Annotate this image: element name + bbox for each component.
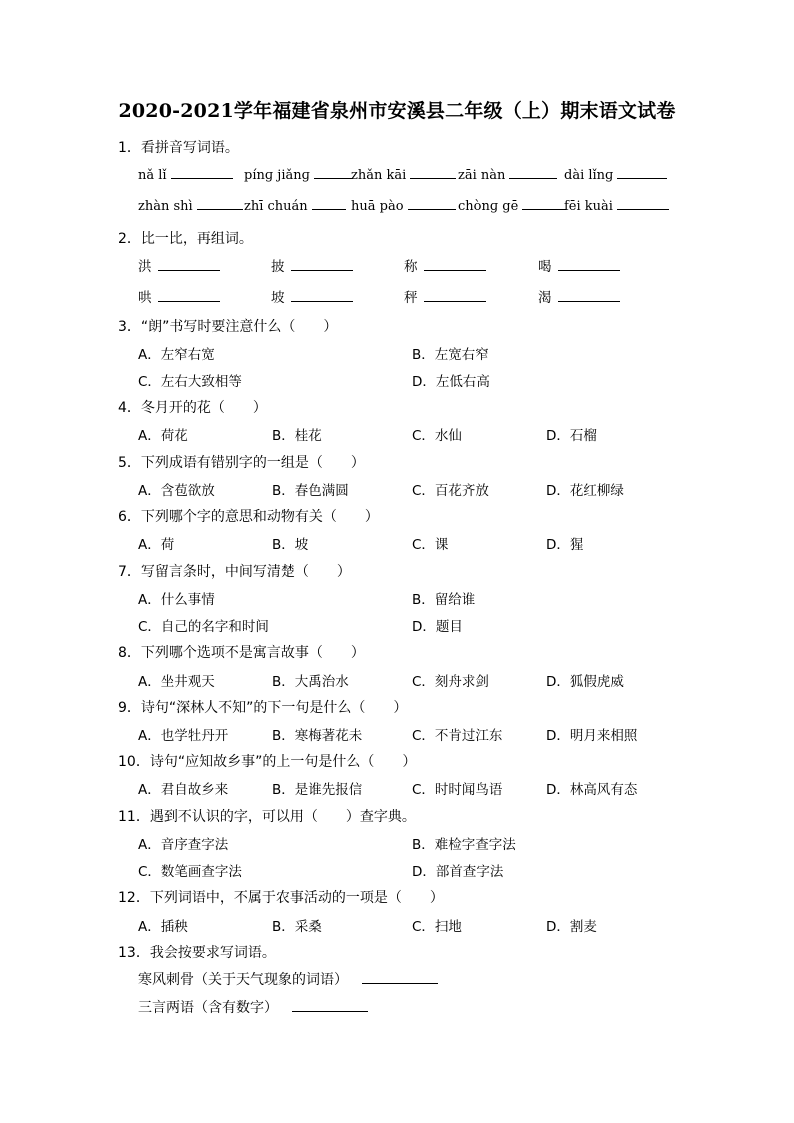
question-5-stem: 5．下列成语有错别字的一组是（ ） — [118, 455, 365, 471]
compare-char-item: 哄 — [138, 286, 220, 306]
option-b[interactable]: B．留给谁 — [412, 592, 476, 608]
option-a[interactable]: A．荷 — [138, 537, 175, 553]
option-b[interactable]: B．桂花 — [272, 428, 322, 444]
option-b[interactable]: B．难检字查字法 — [412, 837, 516, 853]
question-2-stem: 2．比一比，再组词。 — [118, 231, 253, 247]
answer-blank[interactable] — [158, 258, 220, 271]
answer-blank[interactable] — [362, 971, 438, 984]
question-3-stem: 3．“朗”书写时要注意什么（ ） — [118, 319, 338, 335]
pinyin-item: zāi nàn — [458, 166, 557, 183]
option-c[interactable]: C．数笔画查字法 — [138, 864, 242, 880]
answer-blank[interactable] — [312, 197, 346, 210]
option-d[interactable]: D．猩 — [546, 537, 584, 553]
answer-blank[interactable] — [292, 999, 368, 1012]
compare-char-item: 喝 — [538, 255, 620, 275]
option-b[interactable]: B．是谁先报信 — [272, 782, 363, 798]
option-b[interactable]: B．采桑 — [272, 919, 322, 935]
options-row — [138, 479, 674, 499]
question-7-stem: 7．写留言条时，中间写清楚（ ） — [118, 564, 351, 580]
question-10-stem: 10．诗句“应知故乡事”的上一句是什么（ ） — [118, 754, 417, 770]
option-d[interactable]: D．石榴 — [546, 428, 597, 444]
compare-char-item: 坡 — [271, 286, 353, 306]
option-a[interactable]: A．含苞欲放 — [138, 483, 215, 499]
question-2-row-1 — [138, 255, 674, 275]
options-row — [138, 615, 674, 635]
option-a[interactable]: A．音序查字法 — [138, 837, 229, 853]
answer-blank[interactable] — [171, 166, 233, 179]
options-row — [138, 670, 674, 690]
answer-blank[interactable] — [558, 258, 620, 271]
question-2-row-2 — [138, 286, 674, 306]
compare-char-item: 渴 — [538, 286, 620, 306]
answer-blank[interactable] — [617, 166, 667, 179]
question-4-stem: 4．冬月开的花（ ） — [118, 400, 267, 416]
options-row — [138, 860, 674, 880]
answer-blank[interactable] — [509, 166, 557, 179]
option-b[interactable]: B．大禹治水 — [272, 674, 349, 690]
option-b[interactable]: B．左宽右窄 — [412, 347, 489, 363]
options-row — [138, 915, 674, 935]
option-c[interactable]: C．不肯过江东 — [412, 728, 503, 744]
option-a[interactable]: A．左窄右宽 — [138, 347, 215, 363]
question-13-stem: 13．我会按要求写词语。 — [118, 945, 276, 961]
option-b[interactable]: B．寒梅著花未 — [272, 728, 363, 744]
option-c[interactable]: C．左右大致相等 — [138, 374, 242, 390]
option-a[interactable]: A．也学牡丹开 — [138, 728, 229, 744]
pinyin-item: fēi kuài — [564, 197, 669, 214]
options-row — [138, 424, 674, 444]
option-d[interactable]: D．题目 — [412, 619, 463, 635]
answer-blank[interactable] — [558, 289, 620, 302]
option-d[interactable]: D．明月来相照 — [546, 728, 638, 744]
pinyin-item: chònɡ gē — [458, 197, 566, 214]
option-a[interactable]: A．荷花 — [138, 428, 188, 444]
question-6-stem: 6．下列哪个字的意思和动物有关（ ） — [118, 509, 379, 525]
compare-char-item: 洪 — [138, 255, 220, 275]
answer-blank[interactable] — [314, 166, 352, 179]
pinyin-item: zhǎn kāi — [351, 166, 456, 183]
compare-char-item: 披 — [271, 255, 353, 275]
option-c[interactable]: C．水仙 — [412, 428, 462, 444]
question-11-stem: 11．遇到不认识的字，可以用（ ）查字典。 — [118, 809, 416, 825]
option-b[interactable]: B．春色满圆 — [272, 483, 349, 499]
pinyin-item: nǎ lǐ — [138, 166, 233, 183]
options-row — [138, 778, 674, 798]
question-1-row-1 — [138, 166, 674, 186]
exam-title: 2020-2021学年福建省泉州市安溪县二年级（上）期末语文试卷 — [118, 100, 676, 122]
option-c[interactable]: C．自己的名字和时间 — [138, 619, 269, 635]
answer-blank[interactable] — [291, 289, 353, 302]
pinyin-item: dài lǐnɡ — [564, 166, 667, 183]
answer-blank[interactable] — [291, 258, 353, 271]
compare-char-item: 称 — [404, 255, 486, 275]
option-d[interactable]: D．花红柳绿 — [546, 483, 624, 499]
option-a[interactable]: A．君自故乡来 — [138, 782, 229, 798]
question-9-stem: 9．诗句“深林人不知”的下一句是什么（ ） — [118, 700, 408, 716]
options-row — [138, 833, 674, 853]
question-1-stem: 1．看拼音写词语。 — [118, 140, 239, 156]
answer-blank[interactable] — [197, 197, 243, 210]
options-row — [138, 370, 674, 390]
answer-blank[interactable] — [617, 197, 669, 210]
word-task-line: 三言两语（含有数字） — [138, 997, 368, 1017]
pinyin-item: pínɡ jiǎnɡ — [244, 166, 352, 183]
answer-blank[interactable] — [158, 289, 220, 302]
question-12-stem: 12．下列词语中，不属于农事活动的一项是（ ） — [118, 890, 444, 906]
answer-blank[interactable] — [522, 197, 566, 210]
option-a[interactable]: A．什么事情 — [138, 592, 215, 608]
answer-blank[interactable] — [424, 258, 486, 271]
question-8-stem: 8．下列哪个选项不是寓言故事（ ） — [118, 645, 365, 661]
option-c[interactable]: C．时时闻鸟语 — [412, 782, 503, 798]
answer-blank[interactable] — [410, 166, 456, 179]
options-row — [138, 343, 674, 363]
answer-blank[interactable] — [408, 197, 456, 210]
word-task-line: 寒风刺骨（关于天气现象的词语） — [138, 969, 438, 989]
options-row — [138, 533, 674, 553]
option-d[interactable]: D．狐假虎威 — [546, 674, 624, 690]
option-c[interactable]: C．刻舟求剑 — [412, 674, 489, 690]
question-1-row-2 — [138, 197, 674, 217]
options-row — [138, 588, 674, 608]
option-a[interactable]: A．坐井观天 — [138, 674, 215, 690]
compare-char-item: 秤 — [404, 286, 486, 306]
option-d[interactable]: D．割麦 — [546, 919, 597, 935]
pinyin-item: zhàn shì — [138, 197, 243, 214]
option-c[interactable]: C．课 — [412, 537, 449, 553]
option-a[interactable]: A．插秧 — [138, 919, 188, 935]
option-d[interactable]: D．部首查字法 — [412, 864, 504, 880]
answer-blank[interactable] — [424, 289, 486, 302]
options-row — [138, 724, 674, 744]
pinyin-item: zhī chuán — [244, 197, 346, 214]
option-c[interactable]: C．扫地 — [412, 919, 462, 935]
option-d[interactable]: D．左低右高 — [412, 374, 490, 390]
option-d[interactable]: D．林高风有态 — [546, 782, 638, 798]
pinyin-item: huā pào — [351, 197, 456, 214]
option-b[interactable]: B．坡 — [272, 537, 309, 553]
option-c[interactable]: C．百花齐放 — [412, 483, 489, 499]
